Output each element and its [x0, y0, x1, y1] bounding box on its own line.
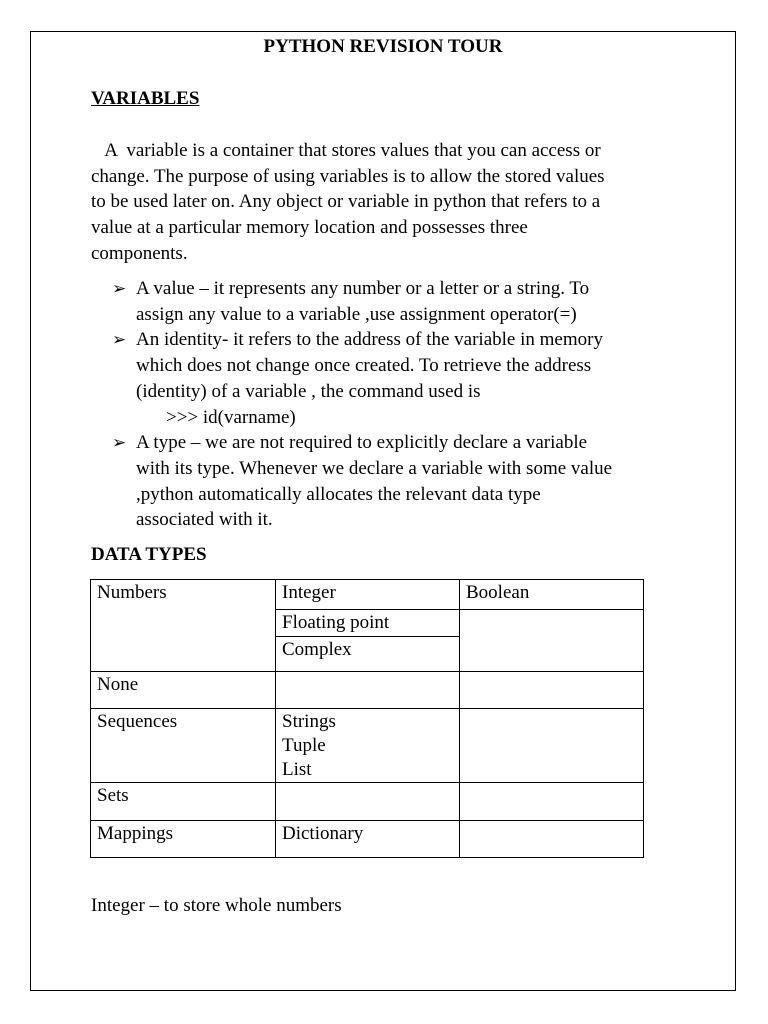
code-snippet: >>> id(varname)	[166, 406, 296, 428]
paragraph-line: components.	[91, 242, 188, 264]
bullet-line: An identity- it refers to the address of the variable in memory	[136, 329, 603, 351]
table-row	[91, 821, 644, 858]
table-cell	[460, 709, 644, 783]
table-cell: Sequences	[91, 709, 276, 783]
paragraph-line: change. The purpose of using variables is to allow the stored values	[91, 165, 605, 187]
table-subcell: Integer	[276, 581, 459, 610]
table-cell	[276, 672, 460, 709]
table-item: List	[282, 759, 312, 780]
table-subcell: Floating point	[276, 610, 459, 637]
table-cell	[276, 580, 460, 672]
arrow-bullet-icon: ➢	[112, 279, 127, 298]
bullet-line: A value – it represents any number or a letter or a string. To	[136, 278, 590, 299]
bullet-line: assign any value to a variable ,use assignment operator(=)	[136, 303, 577, 325]
table-cell: None	[91, 672, 276, 709]
arrow-bullet-icon: ➢	[112, 330, 127, 350]
bullet-line: with its type. Whenever we declare a variable with some value	[136, 457, 613, 479]
data-types-heading: DATA TYPES	[91, 544, 207, 565]
table-cell: Numbers	[91, 580, 276, 672]
table-cell	[276, 709, 460, 783]
table-row	[91, 672, 644, 709]
bullet-line: (identity) of a variable , the command used is	[136, 380, 481, 402]
table-subcell: Complex	[282, 639, 352, 660]
integer-note: Integer – to store whole numbers	[91, 895, 342, 916]
paragraph-line: to be used later on. Any object or variable in python that refers to a	[91, 191, 601, 213]
table-cell	[276, 783, 460, 821]
bullet-line: ,python automatically allocates the relevant data type	[136, 483, 541, 505]
list-item-type	[91, 430, 671, 533]
table-cell: Sets	[91, 783, 276, 821]
data-types-table	[90, 579, 644, 858]
table-row	[91, 709, 644, 783]
table-item: Tuple	[282, 735, 326, 756]
paragraph-line: value at a particular memory location and possesses three	[91, 217, 528, 239]
table-cell	[460, 783, 644, 821]
bullet-line: associated with it.	[136, 509, 273, 531]
document-title: PYTHON REVISION TOUR	[263, 36, 503, 57]
table-cell	[460, 672, 644, 709]
table-cell: Dictionary	[276, 821, 460, 858]
table-cell	[460, 821, 644, 858]
list-item-value	[91, 276, 671, 327]
list-item-identity	[91, 327, 671, 430]
table-subcell: Boolean	[460, 581, 643, 610]
table-row	[91, 580, 644, 672]
paragraph-line: A variable is a container that stores values that you can access or	[91, 140, 601, 161]
variables-paragraph	[91, 138, 651, 267]
variables-heading: VARIABLES	[91, 88, 200, 109]
components-list	[91, 276, 671, 533]
table-cell	[460, 580, 644, 672]
table-cell: Mappings	[91, 821, 276, 858]
arrow-bullet-icon: ➢	[112, 433, 127, 453]
bullet-line: A type – we are not required to explicitly declare a variable	[136, 432, 588, 454]
bullet-line: which does not change once created. To retrieve the address	[136, 355, 592, 377]
table-item: Strings	[282, 711, 336, 732]
table-row	[91, 783, 644, 821]
